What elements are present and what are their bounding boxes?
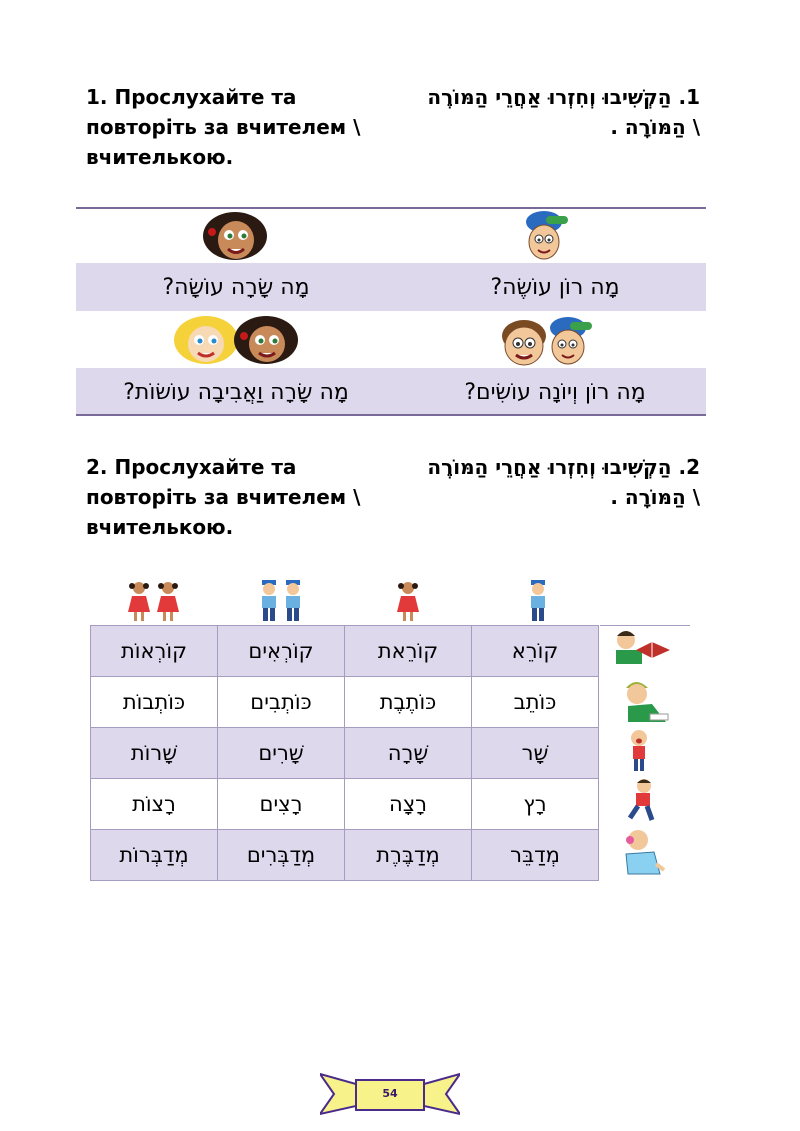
instruction-1-hebrew [400,82,700,142]
singing-boy-icon [625,728,653,774]
question-ron: מָה רוֹן עוֹשֶׂה? [490,275,620,300]
question-sarah: מָה שָׂרָה עוֹשָׂה? [162,275,310,300]
two-boys-icon [256,580,306,624]
table-row [91,830,599,881]
table-cell: מְדַבֵּר [472,830,599,881]
girl-face-icon [200,210,270,262]
instruction-line: вчителькою. [86,145,234,169]
table-cell: רָצוֹת [91,779,218,830]
table-row [91,779,599,830]
question-ron-yona: מָה רוֹן וְיוֹנָה עוֹשִׂים? [464,380,646,405]
table-cell: רָץ [472,779,599,830]
table-cell: קוֹרְאוֹת [91,626,218,677]
table-row [91,728,599,779]
table-cell: קוֹרְאִים [218,626,345,677]
table-row [91,626,599,677]
instruction-2-ukrainian [86,452,386,542]
instruction-line: повторіть за вчителем \ [86,115,361,139]
table-top-extension [600,625,690,626]
table-cell: כּוֹתְבוֹת [91,677,218,728]
instruction-line: \ הַמּוֹרָה . [610,115,700,139]
table-cell: שָׁרִים [218,728,345,779]
reading-boy-icon [612,628,674,672]
verb-conjugation-table [90,625,599,881]
two-girls-icon [124,580,184,624]
table-cell: כּוֹתֵב [472,677,599,728]
table-cell: מְדַבְּרִים [218,830,345,881]
table-cell: מְדַבְּרוֹת [91,830,218,881]
table-cell: שָׁרָה [345,728,472,779]
instruction-1-ukrainian [86,82,386,172]
instruction-line: 1. הַקְשִׁיבוּ וְחִזְרוּ אַחֲרֵי הַמּוֹרֶה [427,85,700,109]
table-cell: רָצִים [218,779,345,830]
talking-man-icon [620,828,668,876]
girl-icon [393,580,423,624]
instruction-line: повторіть за вчителем \ [86,485,361,509]
table-cell: שָׁרוֹת [91,728,218,779]
instruction-line: 2. Прослухайте та [86,455,297,479]
question-sarah-aviva: מָה שָׂרָה וַאֲבִיבָה עוֹשׂוֹת? [123,380,349,405]
running-boy-icon [622,778,662,824]
instruction-line: вчителькою. [86,515,234,539]
table-cell: רָצָה [345,779,472,830]
instruction-line: 2. הַקְשִׁיבוּ וְחִזְרוּ אַחֲרֵי הַמּוֹרֶה [427,455,700,479]
table-cell: קוֹרֵא [472,626,599,677]
table-cell: מְדַבֶּרֶת [345,830,472,881]
instruction-line: 1. Прослухайте та [86,85,297,109]
writing-boy-icon [622,678,674,724]
boy-icon [525,580,551,624]
two-boys-faces-icon [496,312,596,368]
instruction-line: \ הַמּוֹרָה . [610,485,700,509]
page-number: 54 [382,1087,398,1100]
divider-bottom [76,414,706,416]
table-cell: קוֹרֵאת [345,626,472,677]
table-cell: שָׁר [472,728,599,779]
divider-top [76,207,706,209]
table-cell: כּוֹתֶבֶת [345,677,472,728]
table-cell: כּוֹתְבִים [218,677,345,728]
two-girls-faces-icon [168,312,303,368]
instruction-2-hebrew [400,452,700,512]
boy-face-icon [522,208,572,262]
table-row [91,677,599,728]
